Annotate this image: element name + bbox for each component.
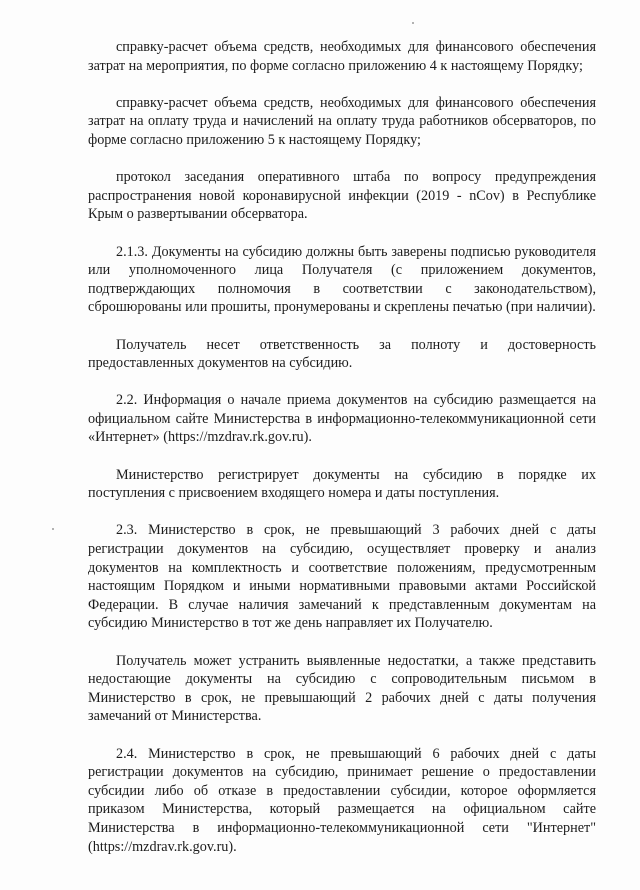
paragraph-protocol: протокол заседания оперативного штаба по вопросу предупреждения распространения новой коронавирусной инфекции (2019 - nCov) в Республике Крым о развертывании обсерватора. xyxy=(88,169,596,223)
paragraph-responsibility: Получатель несет ответственность за полноту и достоверность предоставленных документов на субсидию. xyxy=(88,336,596,372)
scan-speck xyxy=(52,528,54,530)
paragraph-2-2: 2.2. Информация о начале приема документов на субсидию размещается на официальном сайте Министерства в информационно-телекоммуникационной сети «Интернет» (https://mzdrav.rk.gov.ru). xyxy=(88,392,596,446)
paragraph-calc-measures: справку-расчет объема средств, необходимых для финансового обеспечения затрат на мероприятия, по форме согласно приложению 4 к настоящему Порядку; xyxy=(88,39,596,74)
paragraph-registration: Министерство регистрирует документы на субсидию в порядке их поступления с присвоением входящего номера и даты поступления. xyxy=(88,466,596,502)
paragraph-calc-wages: справку-расчет объема средств, необходимых для финансового обеспечения затрат на оплату труда и начислений на оплату труда работников обсерваторов, по форме согласно приложению 5 к настоящему Порядку; xyxy=(88,94,596,148)
paragraph-2-3: 2.3. Министерство в срок, не превышающий 3 рабочих дней с даты регистрации документов на субсидию, осуществляет проверку и анализ документов на комплектность и соответствие положениям, предусмотренным настоящим Порядком и иными нормативными правовыми актами Российской Федерации. В случае наличия замечаний к представленным документам на субсидию Министерство в тот же день направляет их Получателю. xyxy=(88,522,596,632)
paragraph-corrections: Получатель может устранить выявленные недостатки, а также представить недостающие документы на субсидию с сопроводительным письмом в Министерство в срок, не превышающий 2 рабочих дней с даты получения замечаний от Министерства. xyxy=(88,652,596,725)
document-body xyxy=(88,38,596,875)
paragraph-2-1-3: 2.1.3. Документы на субсидию должны быть заверены подписью руководителя или уполномоченного лица Получателя (с приложением документов, подтверждающих полномочия в соответствии с законодательством), сброшюрованы или прошиты, пронумерованы и скреплены печатью (при наличии). xyxy=(88,243,596,316)
scan-speck xyxy=(412,22,414,24)
paragraph-2-4: 2.4. Министерство в срок, не превышающий 6 рабочих дней с даты регистрации документов на субсидию, принимает решение о предоставлении субсидии либо об отказе в предоставлении субсидии, которое оформляется приказом Министерства, который размещается на официальном сайте Министерства в информационно-телекоммуникационной сети "Интернет" (https://mzdrav.rk.gov.ru). xyxy=(88,745,596,855)
